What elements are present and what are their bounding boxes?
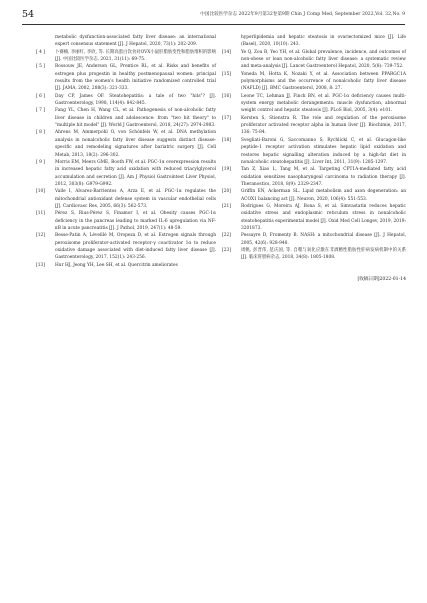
reference-entry [36, 232, 216, 261]
reference-number: [21] [222, 203, 231, 209]
page-header [22, 8, 405, 25]
reference-text: Leone TC, Lehman JJ, Finck BN, et al. PGC-1α deficiency causes multi-system energy metabolic derangements: muscle dysfunction, abnormal weight control and hepatic steatosis [J]. PLoS Biol, 2005, 3(4): e101. [241, 93, 406, 114]
reference-text: Pessayre D, Fromenty B. NASH: a mitochondrial disease [J]. J Hepatol, 2005, 42(6): 928-940. [241, 233, 406, 246]
reference-entry [36, 188, 216, 210]
reference-number: [14] [222, 49, 231, 55]
reference-list-left [36, 49, 216, 269]
reference-text: Day CP, James OF. Steatohepatitis: a tale of two "hits"? [J]. Gastroenterology, 1998, 114(4): 842-845. [55, 93, 216, 107]
reference-number: [11] [36, 211, 45, 217]
reference-text: Kersten S, Stienstra R. The role and regulation of the peroxisome proliferator activated receptor alpha in human liver [J]. Biochimie, 2017, 136: 75-84. [241, 115, 406, 136]
reference-text: Morris EM, Meers GME, Booth FW, et al. PGC-1α overexpression results in increased hepatic fatty acid oxidation with reduced triacylglycerol accumulation and secretion [J]. Am J Physiol Gastrointest Liver Physiol, 2012, 303(8): G979-G992. [55, 159, 216, 187]
journal-running-title: 中国比较医学杂志 2022年9月第32卷第9期 Chin J Comp Med, September 2022,Vol. 32,No. 9 [200, 12, 405, 17]
reference-number: [ 9 ] [36, 159, 45, 165]
reference-text: Hur HJ, Jeong YH, Lee SH, et al. Quercitrin ameliorates [55, 262, 178, 268]
reference-number: [13] [36, 262, 45, 268]
page-number: 54 [22, 9, 35, 20]
references-right-column [222, 34, 406, 283]
reference-entry [36, 159, 216, 188]
reference-entry [36, 210, 216, 232]
reference-text: Besse-Patin A, Léveillé M, Oropeza D, et al. Estrogen signals through peroxisome proliferator-activated receptor-γ coactivator 1α to reduce oxidative damage associated with diet-induced fatty liver disease [J]. Gastroenterology, 2017, 152(1): 243-256. [55, 233, 216, 261]
reference-number: [10] [36, 189, 45, 195]
reference-entry [36, 93, 216, 108]
reference-entry [222, 49, 406, 71]
reference-text: Svegliati-Baroni G, Saccomanno S, Rychlicki C, et al. Glucagon-like peptide-1 receptor activation stimulates hepatic lipid oxidation and restores hepatic signalling alteration induced by a high-fat diet in nonalcoholic steatohepatitis [J]. Liver Int, 2011, 31(9): 1285-1297. [241, 137, 406, 165]
reference-text: Rodrigues G, Moreira AJ, Bona S, et al. Simvastatin reduces hepatic oxidative stress and endoplasmic reticulum stress in nonalcoholic steatohepatitis experimental model [J]. Oxid Med Cell Longev, 2019, 2019: 3201873. [241, 203, 406, 231]
reference-number: [ 4 ] [36, 49, 45, 55]
reference-entry [36, 107, 216, 129]
reference-continuation: metabolic dysfunction-associated fatty liver disease: an international expert consensus statement [J]. J Hepatol, 2020, 73(1): 202-209. [55, 35, 216, 48]
reference-entry [222, 166, 406, 188]
reference-number: [ 6 ] [36, 93, 45, 99]
reference-number: [19] [222, 167, 231, 173]
reference-text: Tan Z, Xiao L, Tang M, et al. Targeting CPT1A-mediated fatty acid oxidation sensitizes nasopharyngeal carcinoma to radiation therapy [J]. Theranostics, 2018, 8(9): 2329-2347. [241, 167, 406, 187]
reference-entry [222, 247, 406, 262]
reference-number: [17] [222, 115, 231, 121]
reference-number: [20] [222, 189, 231, 195]
reference-entry [222, 137, 406, 166]
reference-entry [36, 262, 216, 269]
reference-number: [16] [222, 93, 231, 99]
reference-text: Rossouw JE, Anderson GL, Prentice RL, et al. Risks and benefits of estrogen plus progestin in healthy postmenopausal women: principal results from the women's health initiative randomized controlled trial [J]. JAMA, 2002, 288(3): 321-333. [55, 64, 216, 92]
reference-text: Ye Q, Zou B, Yeo YH, et al. Global prevalence, incidence, and outcomes of non-obese or lean non-alcoholic fatty liver disease: a systematic review and meta-analysis [J]. Lancet Gastroenterol Hepatol, 2020, 5(8): 739-752. [241, 49, 406, 70]
reference-number: [18] [222, 137, 231, 143]
reference-text: Ahrens M, Ammerpohl O, von Schönfels W, et al. DNA methylation analysis in nonalcoholic fatty liver disease suggests distinct disease-specific and remodeling signatures after bariatric surgery [J]. Cell Metab, 2013, 18(2): 296-302. [55, 130, 216, 158]
reference-entry [222, 93, 406, 115]
reference-text: 卜赛楠, 李丽红, 李欣, 等. 长期高蛋白饮食对OVX小鼠肝脂肪变性和脂肪堆积的影响 [J]. 中国比较医学杂志, 2021, 31(11): 69-75. [55, 49, 216, 63]
reference-text: 周帆, 彭晋伟, 范庆国, 等. 自噬与氧化应激在非酒精性脂肪性肝病发病机制中的关系 [J]. 临床肝胆病杂志, 2018, 34(8): 1805-1808. [241, 247, 406, 261]
reference-entry [36, 63, 216, 92]
reference-list-right [222, 49, 406, 262]
reference-entry [36, 129, 216, 158]
reference-number: [23] [222, 247, 231, 253]
reference-number: [ 8 ] [36, 130, 45, 136]
reference-text: Yoneda M, Hotta K, Nozaki Y, et al. Association between PPARGC1A polymorphisms and the occurrence of nonalcoholic fatty liver disease (NAFLD) [J]. BMC Gastroenterol, 2008, 8: 27. [241, 71, 406, 92]
reference-number: [ 7 ] [36, 108, 45, 114]
reference-entry [222, 115, 406, 137]
reference-text: Griffin EN, Ackerman SL. Lipid metabolism and axon degeneration: an ACOX1 balancing act [J]. Neuron, 2020, 106(4): 551-553. [241, 189, 406, 202]
reference-text: Fang YL, Chen H, Wang CL, et al. Pathogenesis of non-alcoholic fatty liver disease in children and adolescence: from "two hit theory" to "multiple hit model" [J]. World J Gastroenterol, 2018, 24(27): 2974-2983. [55, 108, 216, 129]
reference-text: Pérez S, Rius-Pérez S, Finamor I, et al. Obesity causes PGC-1α deficiency in the pancreas leading to marked IL-6 upregulation via NF-κB in acute pancreatitis [J]. J Pathol, 2019, 247(1): 48-59. [55, 211, 216, 231]
reference-continuation: hyperlipidemia and hepatic steatosis in ovariectomized mice [J]. Life (Basel), 2020, 10(10): 243. [241, 35, 406, 48]
reference-entry [36, 49, 216, 64]
reference-number: [12] [36, 233, 45, 239]
reference-text: Valle I, Alvarez-Barrientos A, Arza E, et al. PGC-1α regulates the mitochondrial antioxidant defense system in vascular endothelial cells [J]. Cardiovasc Res, 2005, 66(3): 562-573. [55, 189, 216, 209]
reference-number: [ 5 ] [36, 64, 45, 70]
reference-number: [22] [222, 233, 231, 239]
reference-entry [222, 71, 406, 93]
received-date: [收稿日期]2022-01-14 [357, 276, 406, 282]
reference-entry [222, 203, 406, 232]
references-left-column [36, 34, 216, 269]
reference-entry [222, 232, 406, 247]
reference-entry [222, 188, 406, 203]
reference-number: [15] [222, 71, 231, 77]
